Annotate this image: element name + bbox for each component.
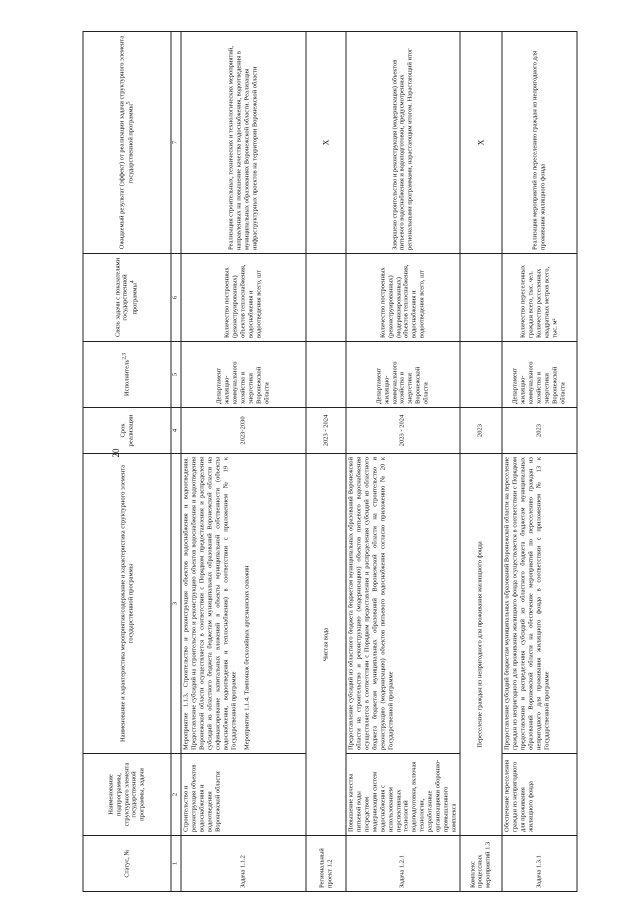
term-cell: 2023-2030 — [181, 408, 306, 454]
header-link — [83, 254, 171, 342]
col-number: 6 — [171, 254, 181, 342]
header-executor — [83, 342, 171, 408]
header-result-sup: 5 — [125, 101, 132, 105]
column-number-row — [171, 32, 181, 892]
header-executor-text: Исполнитель — [124, 359, 132, 397]
header-link-text: Связь задачи с показателями государственной программы — [114, 257, 140, 338]
executor-cell: Департамент жилищно-коммунального хозяйства и энергетики Воронежской области — [502, 342, 577, 408]
header-name: Наименование подпрограммы, структурного элемента государственной программы, задачи — [83, 754, 171, 836]
link-cell: Количество построенных (реконструированных) (модернизированных) объектов теплоснабжения, водоснабжения и водоотведения всего, шт — [346, 254, 460, 342]
header-event: Наименование и характеристика мероприятия/содержание и характеристика структурного элемента государственной программы — [83, 454, 171, 754]
col-number: 1 — [171, 836, 181, 892]
status-cell: Задача 1.1.2 — [181, 836, 306, 892]
result-cell: Завершено строительство и реконструкция (модернизация) объектов питьевого водоснабжения и водоподготовки, предусмотренных региональными программами, нарастающим итогом. Нарастающий итог — [346, 32, 460, 254]
event-text-secondary: Мероприятие 1.1.4. Тампонаж бесхозяйных артезианских скважин — [243, 565, 251, 750]
status-cell: Региональный проект 1.2 — [306, 836, 346, 892]
status-cell: Задача 1.2.1 — [346, 836, 460, 892]
status-cell: Задача 1.3.1 — [502, 836, 577, 892]
page-number: 20 — [111, 448, 121, 458]
row-task-1-1-2 — [181, 32, 306, 892]
event-cell: Предоставление субсидий бюджетам муниципальных образований Воронежской области на переселение граждан из непригодного для проживания жилищного фонда осуществляется в соответствии с Порядком предоставления и распределения субсидий из областного бюджета бюджетам муниципальных образований Воронежской области на обеспечение мероприятий по переселению граждан из непригодного для проживания жилищного фонда в соответствии с приложением № 13 к Государственной программе — [502, 454, 577, 754]
link-cell — [460, 254, 502, 342]
event-cell — [181, 454, 306, 754]
row-complex-1-3 — [460, 32, 502, 892]
header-status: Статус, № — [83, 836, 171, 892]
name-cell: Повышение качества питьевой воды посредством модернизации систем водоснабжения с использованием перспективных технологий водоподготовки, включая технологии, разработанные организациями оборонно-промышленного комплекса — [346, 754, 460, 836]
event-cell: Переселение граждан из непригодного для проживания жилищного фонда — [460, 454, 502, 836]
col-number: 3 — [171, 454, 181, 754]
col-number: 4 — [171, 408, 181, 454]
event-text: Мероприятие 1.1.3. Строительство и реконструкция объектов водоснабжения и водоотведения. Предоставление субсидий на строительство и реконструкцию объектов водоснабжения и водоотведения Воронежской области осуществляется в соответствии с Порядком предоставления и распределения субсидий из областного бюджета бюджетам муниципальных образований Воронежской области на софинансирование капитальных вложений в объекты муниципальной собственности (объекты водоснабжения, водоотведения и теплоснабжения) в соответствии с приложением № 19 к Государственной программе — [182, 457, 238, 750]
term-cell: 2023 — [502, 408, 577, 454]
executor-cell: Департамент жилищно-коммунального хозяйства и энергетики Воронежской области — [181, 342, 306, 408]
program-table — [83, 31, 578, 892]
term-cell: 2023 - 2024 — [346, 408, 460, 454]
status-cell: Комплекс процессных мероприятий 1.3 — [460, 836, 502, 892]
col-number: 5 — [171, 342, 181, 408]
row-task-1-2-1 — [346, 32, 460, 892]
header-term: Срок реализации — [83, 408, 171, 454]
rotated-table-wrapper — [83, 32, 567, 892]
header-link-sup: 4 — [129, 280, 136, 284]
name-cell: Обеспечение переселения граждан из непригодного для проживания жилищного фонда — [502, 754, 577, 836]
col-number: 7 — [171, 32, 181, 254]
header-executor-sup: 2,3 — [121, 352, 128, 360]
term-cell: 2023 - 2024 — [306, 408, 346, 454]
result-cell: Х — [306, 32, 346, 254]
col-number: 2 — [171, 754, 181, 836]
header-row — [83, 32, 171, 892]
event-cell: Чистая вода — [306, 454, 346, 836]
row-task-1-3-1 — [502, 32, 577, 892]
name-cell: Строительство и реконструкция объектов водоснабжения и водоотведения Воронежской области — [181, 754, 306, 836]
event-cell: Предоставление субсидий из областного бюджета бюджетам муниципальных образований Воронежской области на строительство и реконструкцию (модернизацию) объектов питьевого водоснабжения осуществляется в соответствии с Порядком предоставления и распределения субсидий из областного бюджета бюджетам муниципальных образований Воронежской области на строительство и реконструкцию (модернизацию) объектов питьевого водоснабжения согласно приложению № 20 к Государственной программе — [346, 454, 460, 754]
term-cell: 2023 — [460, 408, 502, 454]
executor-cell — [460, 342, 502, 408]
header-result-text: Ожидаемый результат (эффект) от реализации задачи структурного элемента государственной программы — [118, 35, 136, 250]
link-cell — [306, 254, 346, 342]
executor-cell — [306, 342, 346, 408]
row-project-1-2 — [306, 32, 346, 892]
link-cell: Количество переселенных граждан всего, тыс. чел. Количество расселенных квадратных метров всего, тыс. м² — [502, 254, 577, 342]
link-cell: Количество построенных (реконструированных) объектов теплоснабжения, водоснабжения и водоотведения всего, шт — [181, 254, 306, 342]
header-result — [83, 32, 171, 254]
executor-cell: Департамент жилищно-коммунального хозяйства и энергетики Воронежской области — [346, 342, 460, 408]
result-cell: Реализация строительных, технических и технологических мероприятий, направленных на повышение качества водоснабжения, водоотведения в муниципальных образованиях Воронежской области. Реализация инфраструктурных проектов на территории Воронежской области — [181, 32, 306, 254]
result-cell: Х — [460, 32, 502, 254]
result-cell: Реализация мероприятий по переселению граждан из непригодного для проживания жилищного фонда — [502, 32, 577, 254]
